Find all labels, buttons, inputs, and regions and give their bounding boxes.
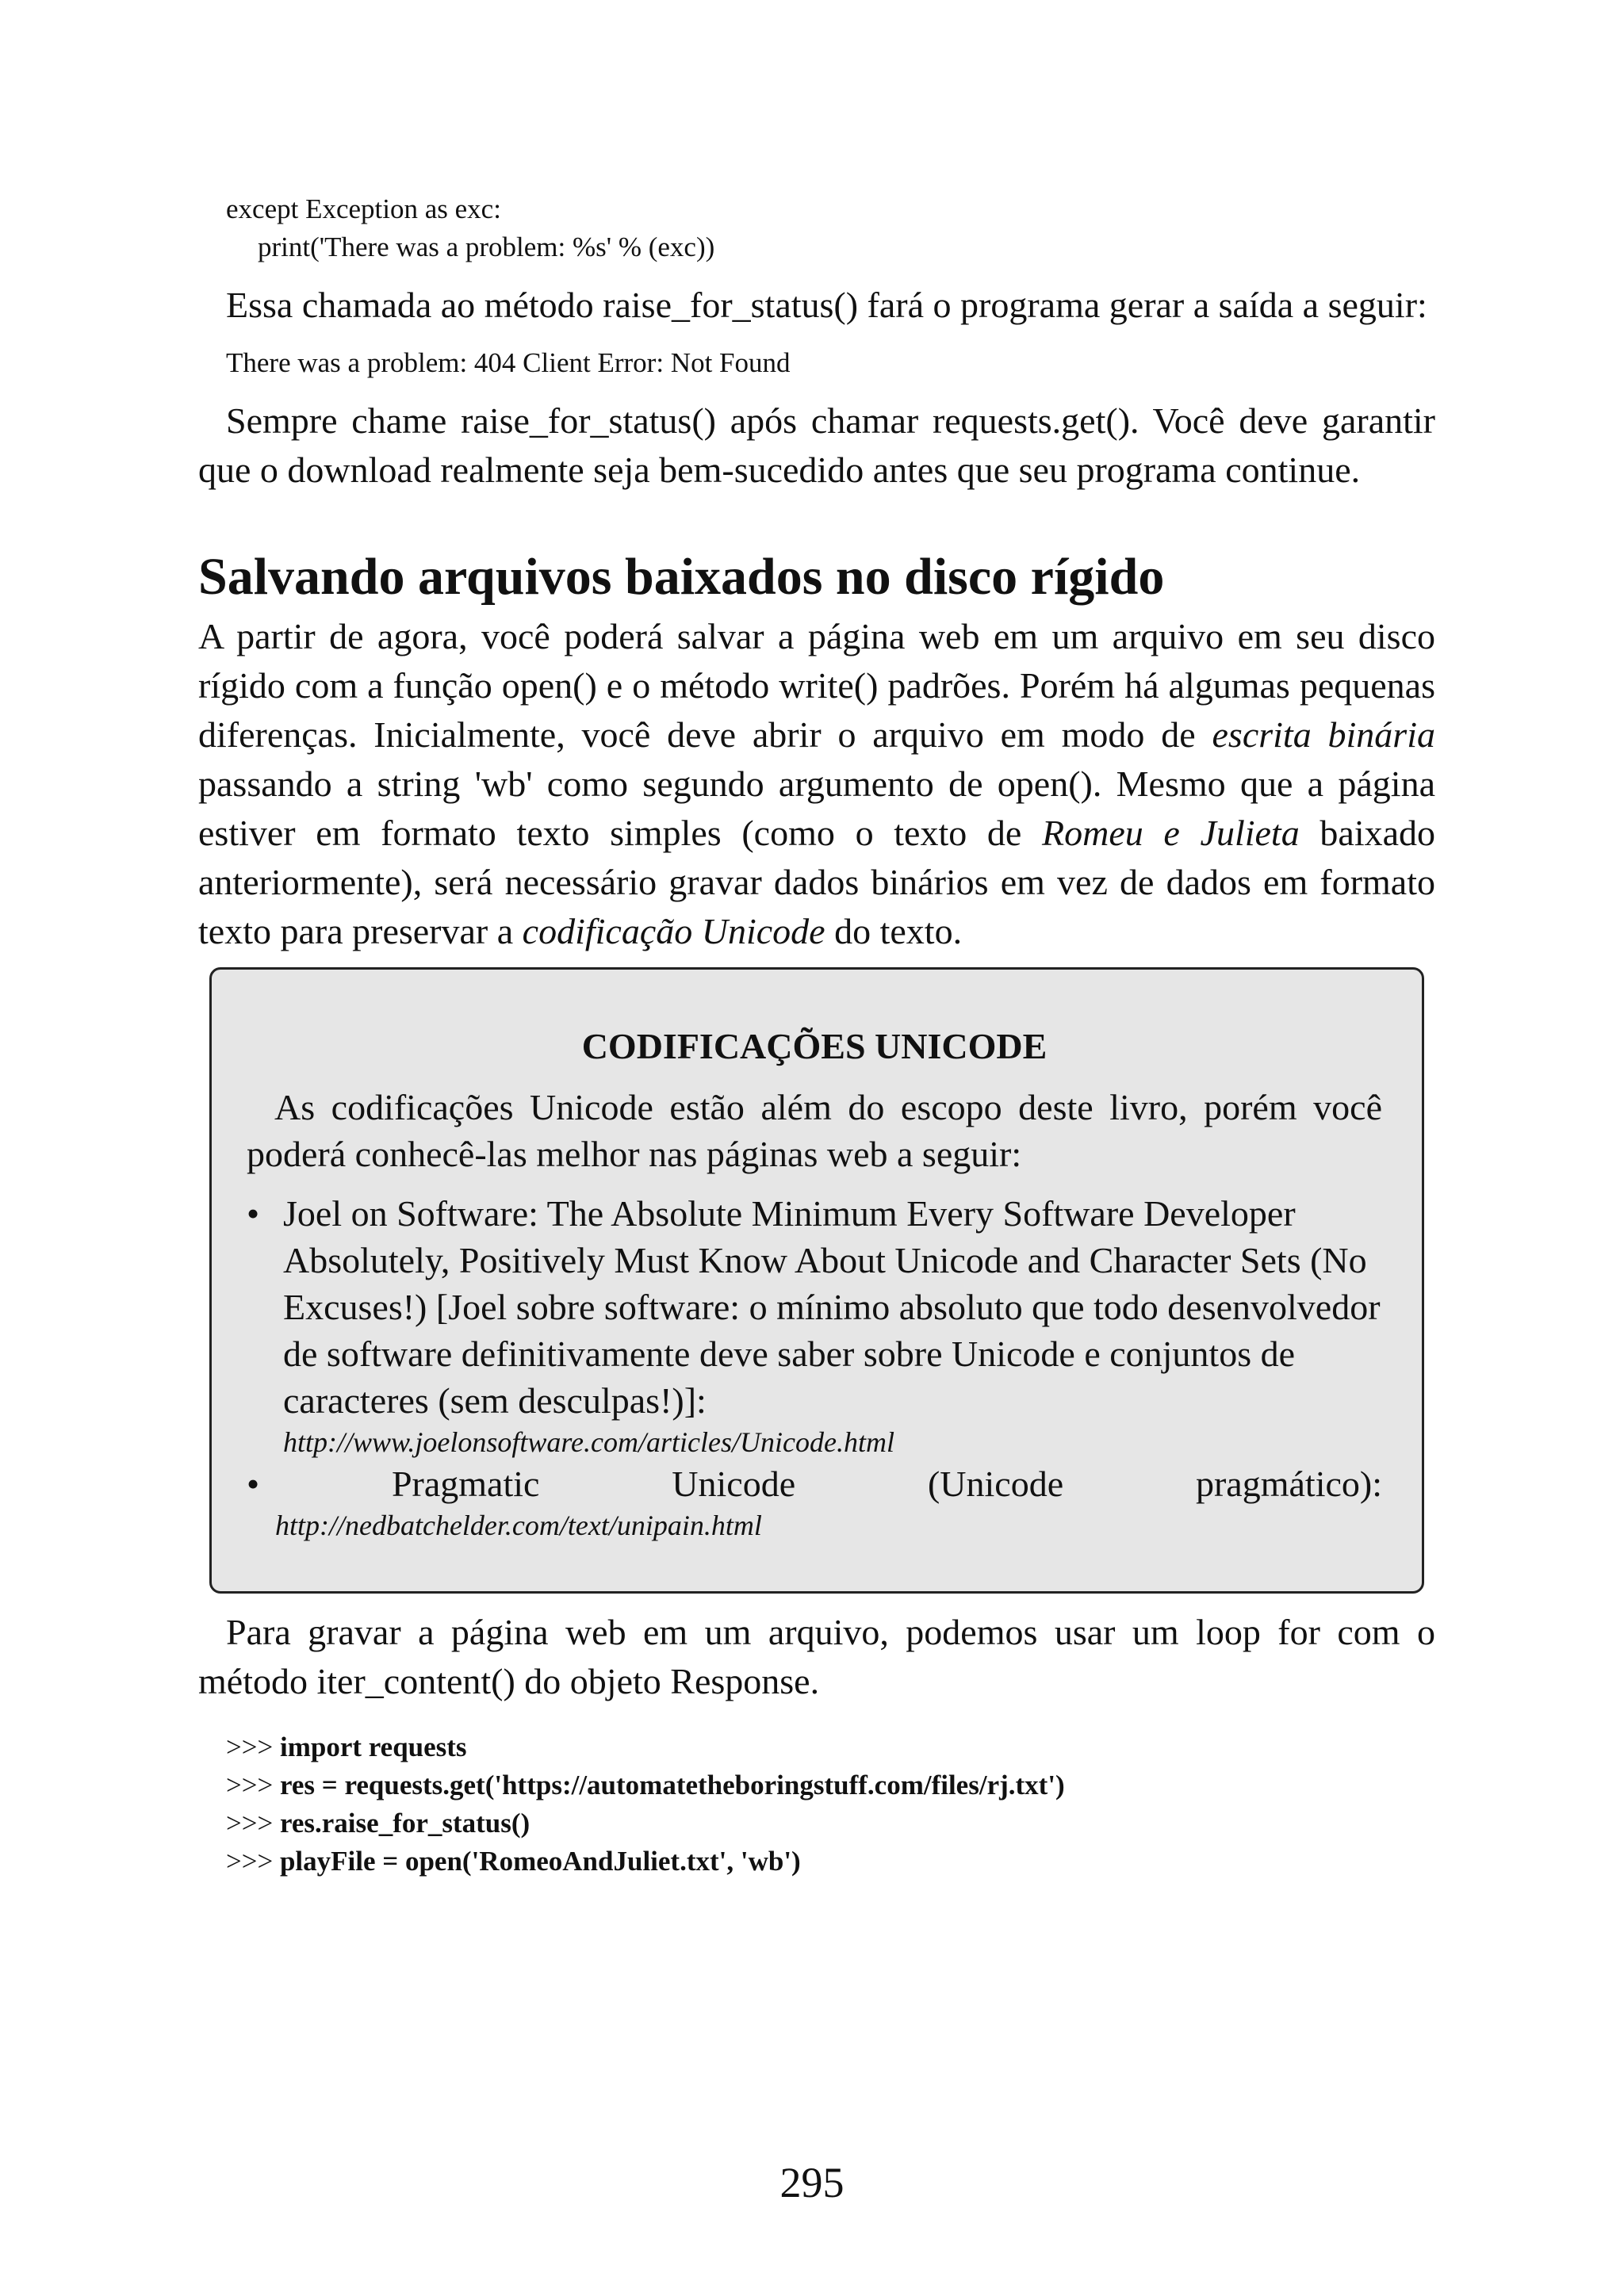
page-content <box>198 190 1435 1881</box>
link[interactable]: http://nedbatchelder.com/text/unipain.html <box>275 1510 762 1541</box>
code-text: res.raise_for_status() <box>279 1808 530 1839</box>
sidebar-box <box>209 967 1424 1594</box>
page-number: 295 <box>779 2159 845 2206</box>
code-text: import requests <box>279 1732 467 1762</box>
prompt: >>> <box>226 1808 280 1839</box>
text-run: passando a string 'wb' como segundo argumento de open(). Mesmo que a página estiver em formato texto simples (como o texto de <box>198 763 1435 853</box>
paragraph: Essa chamada ao método raise_for_status() fará o programa gerar a saída a seguir: <box>226 285 1427 325</box>
emphasis: escrita binária <box>1212 714 1435 755</box>
prompt: >>> <box>226 1732 280 1762</box>
list-item-word: Pragmatic <box>391 1464 540 1504</box>
list-item-word: (Unicode <box>927 1464 1064 1504</box>
list-item-word: pragmático): <box>1195 1464 1382 1504</box>
code-text: playFile = open('RomeoAndJuliet.txt', 'wb') <box>279 1846 801 1877</box>
code-line: print('There was a problem: %s' % (exc)) <box>258 232 715 262</box>
code-line <box>226 1843 1435 1881</box>
output-line: There was a problem: 404 Client Error: Not Found <box>226 347 791 378</box>
sidebar-title: CODIFICAÇÕES UNICODE <box>581 1026 1048 1066</box>
paragraph <box>198 612 1435 956</box>
code-block-bottom <box>198 1728 1435 1881</box>
list-item <box>247 1460 1382 1544</box>
code-block-top <box>198 190 1435 266</box>
text-run: baixado anteriormente), será necessário gravar dados binários em vez de dados em formato texto para preservar a <box>198 813 1436 951</box>
prompt: >>> <box>226 1846 280 1877</box>
prompt: >>> <box>226 1770 280 1800</box>
code-line <box>226 1766 1435 1804</box>
code-text: res = requests.get('https://automatetheboringstuff.com/files/rj.txt') <box>279 1770 1065 1800</box>
bullet-marker: • <box>247 1464 260 1504</box>
list-item <box>247 1190 1382 1460</box>
sidebar-intro: As codificações Unicode estão além do escopo deste livro, porém você poderá conhecê-las melhor nas páginas web a seguir: <box>247 1087 1382 1174</box>
paragraph: Para gravar a página web em um arquivo, podemos usar um loop for com o método iter_content() do objeto Response. <box>198 1612 1435 1701</box>
link[interactable]: http://www.joelonsoftware.com/articles/Unicode.html <box>283 1426 894 1458</box>
emphasis: Romeu e Julieta <box>1042 813 1300 853</box>
list-item-word: Unicode <box>672 1464 796 1504</box>
code-line <box>226 1804 1435 1843</box>
code-line: except Exception as exc: <box>226 193 501 224</box>
text-run: A partir de agora, você poderá salvar a página web em um arquivo em seu disco rígido com a função open() e o método write() padrões. Porém há algumas pequenas diferenças. Inicialmente, você deve abrir o arquivo em modo de <box>198 616 1435 755</box>
emphasis: codificação Unicode <box>522 911 825 951</box>
text-run: do texto. <box>825 911 963 951</box>
section-heading: Salvando arquivos baixados no disco rígido <box>198 548 1165 606</box>
bullet-marker: • <box>247 1193 260 1234</box>
code-line <box>226 1728 1435 1766</box>
list-item-text: Joel on Software: The Absolute Minimum Every Software Developer Absolutely, Positively Must Know About Unicode and Character Sets (No Excuses!) [Joel sobre software: o mínimo absoluto que todo desenvolvedor de software definitivamente deve saber sobre Unicode e conjuntos de caracteres (sem desculpas!)]: <box>283 1193 1381 1421</box>
paragraph: Sempre chame raise_for_status() após chamar requests.get(). Você deve garantir que o download realmente seja bem-sucedido antes que seu programa continue. <box>198 400 1435 490</box>
